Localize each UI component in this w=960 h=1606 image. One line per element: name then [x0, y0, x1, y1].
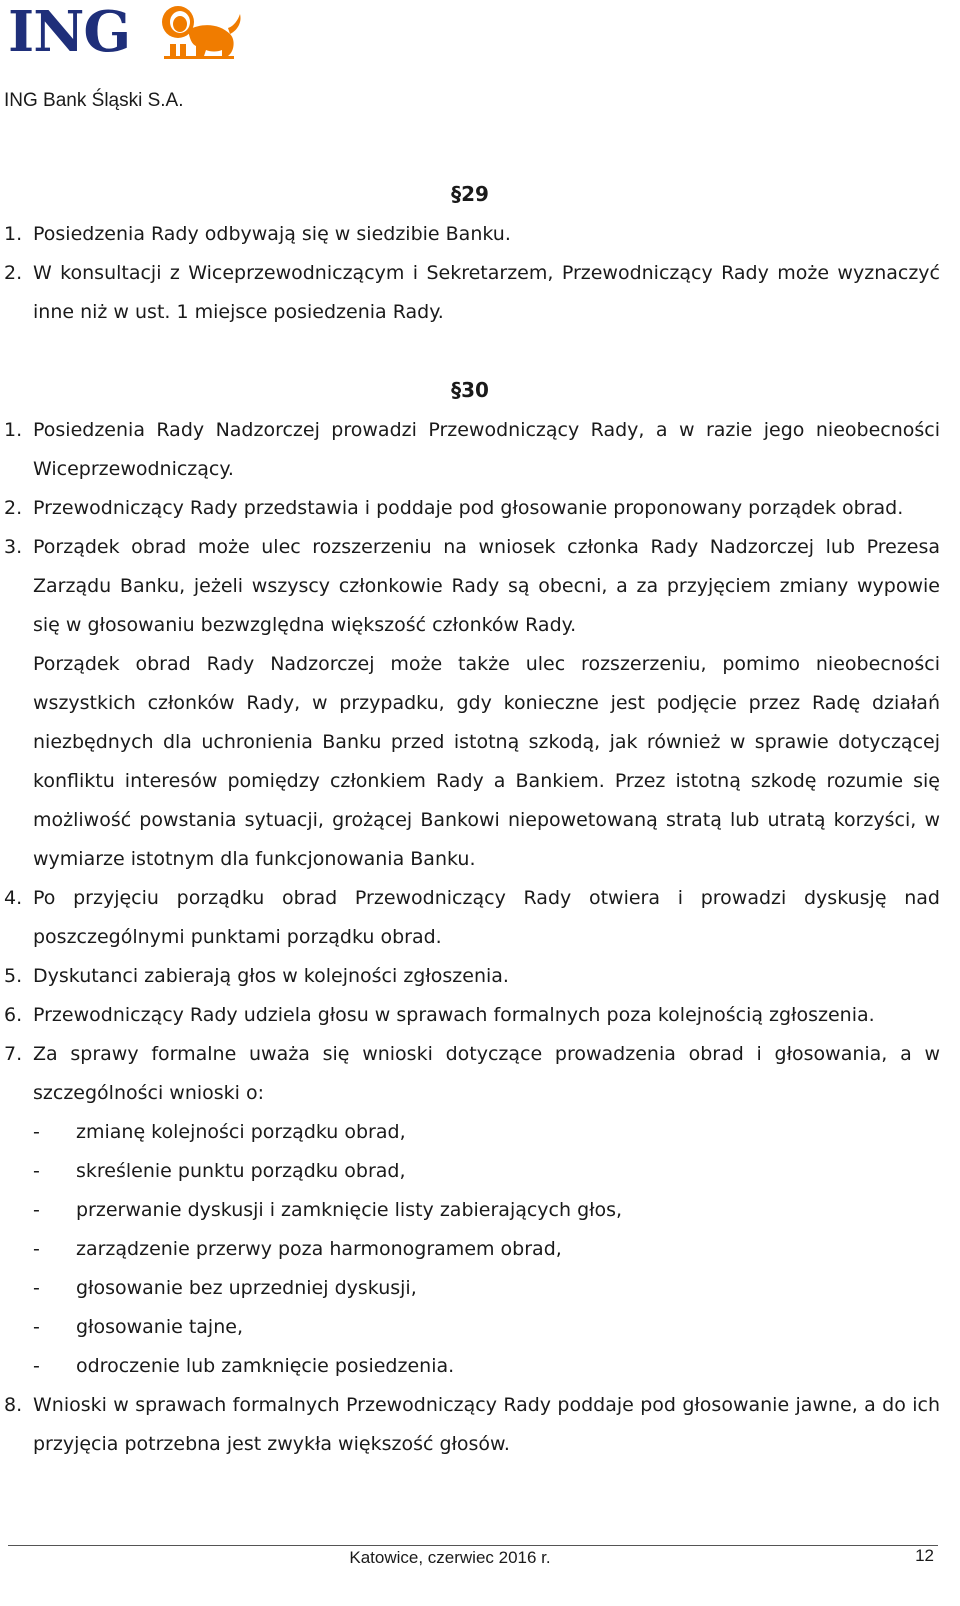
ing-logo [8, 0, 248, 64]
item-number: 1. [4, 223, 23, 245]
logo-text: ING [8, 0, 131, 65]
item-number: 4. [4, 887, 23, 909]
item-number: 2. [4, 497, 23, 519]
item-number: 1. [4, 419, 23, 441]
formal-motion-text: przerwanie dyskusji i zamknięcie listy zabierających głos, [76, 1199, 623, 1221]
dash-bullet: - [33, 1316, 40, 1338]
item-number: 6. [4, 1004, 23, 1026]
item-text: Przewodniczący Rady przedstawia i poddaje pod głosowanie proponowany porządek obrad. [33, 497, 904, 519]
item-number: 7. [4, 1043, 23, 1065]
item-number: 2. [4, 262, 23, 284]
list-item [0, 996, 940, 1035]
section-30-list [0, 411, 940, 1464]
list-item [0, 1035, 940, 1113]
dash-bullet: - [33, 1277, 40, 1299]
list-item [0, 528, 940, 645]
item-number: 5. [4, 965, 23, 987]
list-item [0, 1386, 940, 1464]
item-text: W konsultacji z Wiceprzewodniczącym i Sekretarzem, Przewodniczący Rady może wyznaczyć inne niż w ust. 1 miejsce posiedzenia Rady. [33, 262, 940, 323]
formal-motion-item [0, 1191, 940, 1230]
dash-bullet: - [33, 1160, 40, 1182]
item-text: Przewodniczący Rady udziela głosu w sprawach formalnych poza kolejnością zgłoszenia. [33, 1004, 875, 1026]
section-title-29: §29 [451, 182, 489, 206]
formal-motion-text: zarządzenie przerwy poza harmonogramem obrad, [76, 1238, 562, 1260]
dash-bullet: - [33, 1199, 40, 1221]
dash-bullet: - [33, 1121, 40, 1143]
formal-motion-text: odroczenie lub zamknięcie posiedzenia. [76, 1355, 455, 1377]
formal-motion-text: głosowanie tajne, [76, 1316, 243, 1338]
item-text: Porządek obrad może ulec rozszerzeniu na wniosek członka Rady Nadzorczej lub Prezesa Zarządu Banku, jeżeli wszyscy członkowie Rady są obecni, a za przyjęciem zmiany wypowie się w głosowaniu bezwzględna większość członków Rady. [33, 536, 940, 636]
item-text: Posiedzenia Rady odbywają się w siedzibie Banku. [33, 223, 511, 245]
lion-icon [148, 0, 244, 62]
formal-motion-text: głosowanie bez uprzedniej dyskusji, [76, 1277, 417, 1299]
item-number: 8. [4, 1394, 23, 1416]
dash-bullet: - [33, 1238, 40, 1260]
item-text: Wnioski w sprawach formalnych Przewodniczący Rady poddaje pod głosowanie jawne, a do ich przyjęcia potrzebna jest zwykła większość głosów. [33, 1394, 940, 1455]
item-text: Dyskutanci zabierają głos w kolejności zgłoszenia. [33, 965, 509, 987]
formal-motion-item [0, 1308, 940, 1347]
formal-motion-item [0, 1113, 940, 1152]
formal-motion-item [0, 1230, 940, 1269]
list-item [0, 215, 940, 254]
formal-motion-text: zmianę kolejności porządku obrad, [76, 1121, 406, 1143]
list-item [0, 879, 940, 957]
formal-motion-item [0, 1269, 940, 1308]
formal-motion-item [0, 1152, 940, 1191]
formal-motion-text: skreślenie punktu porządku obrad, [76, 1160, 406, 1182]
section-29-list [0, 215, 940, 332]
footer-location-date: Katowice, czerwiec 2016 r. [349, 1548, 551, 1567]
item-number: 3. [4, 536, 23, 558]
item-text: Posiedzenia Rady Nadzorczej prowadzi Przewodniczący Rady, a w razie jego nieobecności Wiceprzewodniczący. [33, 419, 940, 480]
list-item [0, 254, 940, 332]
list-item [0, 957, 940, 996]
item-text: Za sprawy formalne uważa się wnioski dotyczące prowadzenia obrad i głosowania, a w szczególności wnioski o: [33, 1043, 940, 1104]
item-continuation-paragraph: Porządek obrad Rady Nadzorczej może także ulec rozszerzeniu, pomimo nieobecności wszystkich członków Rady, w przypadku, gdy konieczne jest podjęcie przez Radę działań niezbędnych dla uchronienia Banku przed istotną szkodą, jak również w sprawie dotyczącej konfliktu interesów pomiędzy członkiem Rady a Bankiem. Przez istotną szkodę rozumie się możliwość powstania sytuacji, grożącej Bankowi niepowetowaną stratą lub utratą korzyści, w wymiarze istotnym dla funkcjonowania Banku. [33, 653, 940, 870]
section-title-30: §30 [451, 378, 489, 402]
list-item [0, 489, 940, 528]
list-item [0, 411, 940, 489]
page-number: 12 [915, 1546, 934, 1565]
dash-bullet: - [33, 1355, 40, 1377]
item-text: Po przyjęciu porządku obrad Przewodniczący Rady otwiera i prowadzi dyskusję nad poszczególnymi punktami porządku obrad. [33, 887, 940, 948]
formal-motion-item [0, 1347, 940, 1386]
bank-name: ING Bank Śląski S.A. [4, 90, 184, 111]
